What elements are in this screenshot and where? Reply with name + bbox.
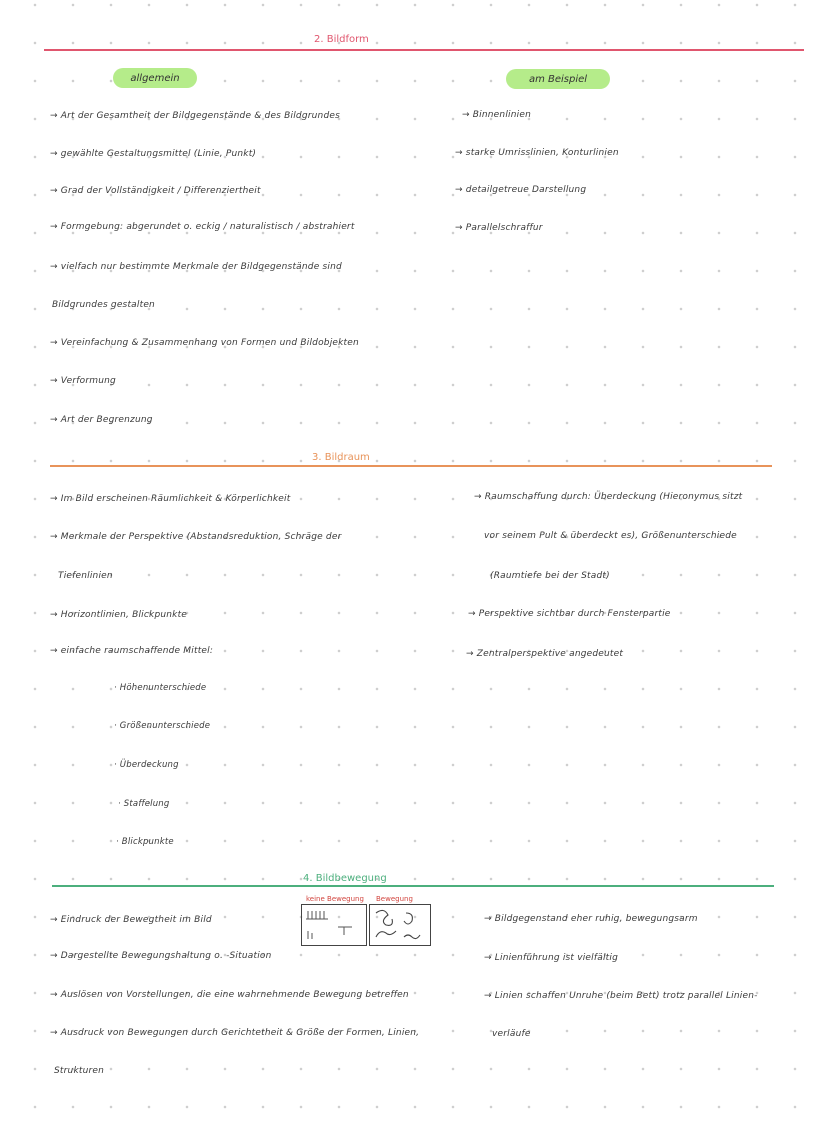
s3-left-line: Tiefenlinien [58, 571, 113, 581]
s2-left-line: → gewählte Gestaltungsmittel (Linie, Punkt) [50, 149, 257, 159]
pill-allgemein-label: allgemein [130, 72, 180, 84]
s3-sub-line: · Staffelung [118, 799, 170, 809]
s4-right-line: verläufe [492, 1029, 531, 1039]
s2-left-line: → Formgebung: abgerundet o. eckig / naturalistisch / abstrahiert [50, 222, 355, 232]
s2-right-line: → detailgetreue Darstellung [455, 185, 587, 195]
s3-left-line: → einfache raumschaffende Mittel: [50, 646, 214, 656]
s4-left-line: Strukturen [54, 1066, 105, 1076]
s3-left-line: → Im Bild erscheinen Räumlichkeit & Körperlichkeit [50, 494, 291, 504]
s3-right-line: → Raumschaffung durch: Überdeckung (Hieronymus sitzt [474, 492, 743, 502]
s3-left-line: → Merkmale der Perspektive (Abstandsreduktion, Schräge der [50, 532, 342, 542]
s3-left-line: → Horizontlinien, Blickpunkte [50, 610, 188, 620]
s3-sub-line: · Blickpunkte [116, 837, 174, 847]
s4-right-line: → Linien schaffen Unruhe (beim Bett) trotz parallel Linien- [484, 991, 758, 1001]
section-4-title: 4. Bildbewegung [303, 873, 387, 884]
section-3-divider [50, 465, 772, 467]
s2-right-line: → starke Umrisslinien, Konturlinien [455, 148, 619, 158]
s3-right-line: vor seinem Pult & überdeckt es), Größenunterschiede [484, 531, 737, 541]
pill-allgemein [113, 68, 197, 88]
s3-sub-line: · Höhenunterschiede [114, 683, 207, 693]
s2-left-line: → Art der Begrenzung [50, 415, 153, 425]
s3-sub-line: · Größenunterschiede [114, 721, 211, 731]
s4-left-line: → Ausdruck von Bewegungen durch Gerichtetheit & Größe der Formen, Linien, [50, 1028, 420, 1038]
s4-left-line: → Eindruck der Bewegtheit im Bild [50, 915, 212, 925]
s2-right-line: → Parallelschraffur [455, 223, 543, 233]
section-2-divider [44, 49, 804, 51]
s2-left-line: → vielfach nur bestimmte Merkmale der Bildgegenstände sind [50, 262, 342, 272]
s3-right-line: → Zentralperspektive angedeutet [466, 649, 624, 659]
s2-left-line: → Verformung [50, 376, 116, 386]
pill-am-beispiel [506, 69, 610, 89]
section-3-title: 3. Bildraum [312, 452, 370, 463]
section-2-title: 2. Bildform [314, 34, 369, 45]
s2-left-line: → Vereinfachung & Zusammenhang von Formen und Bildobjekten [50, 338, 359, 348]
motion-sketch-icon [370, 905, 430, 945]
no-motion-sketch [301, 904, 367, 946]
s4-left-line: → Dargestellte Bewegungshaltung o. -Situation [50, 951, 272, 961]
motion-sketch [369, 904, 431, 946]
s2-left-line: → Grad der Vollständigkeit / Differenziertheit [50, 186, 261, 196]
s3-right-line: → Perspektive sichtbar durch Fensterpartie [468, 609, 671, 619]
pill-am-beispiel-label: am Beispiel [528, 73, 588, 85]
box-label-keine-bewegung: keine Bewegung [306, 895, 364, 903]
s4-right-line: → Linienführung ist vielfältig [484, 953, 618, 963]
s2-left-line: Bildgrundes gestalten [52, 300, 155, 310]
s4-left-line: → Auslösen von Vorstellungen, die eine wahrnehmende Bewegung betreffen [50, 990, 409, 1000]
box-label-bewegung: Bewegung [376, 895, 413, 903]
s2-right-line: → Binnenlinien [462, 110, 531, 120]
s4-right-line: → Bildgegenstand eher ruhig, bewegungsarm [484, 914, 698, 924]
s3-sub-line: · Überdeckung [114, 760, 179, 770]
no-motion-sketch-icon [302, 905, 366, 945]
section-4-divider [52, 885, 774, 887]
s3-right-line: (Raumtiefe bei der Stadt) [490, 571, 610, 581]
s2-left-line: → Art der Gesamtheit der Bildgegenstände & des Bildgrundes [50, 111, 340, 121]
